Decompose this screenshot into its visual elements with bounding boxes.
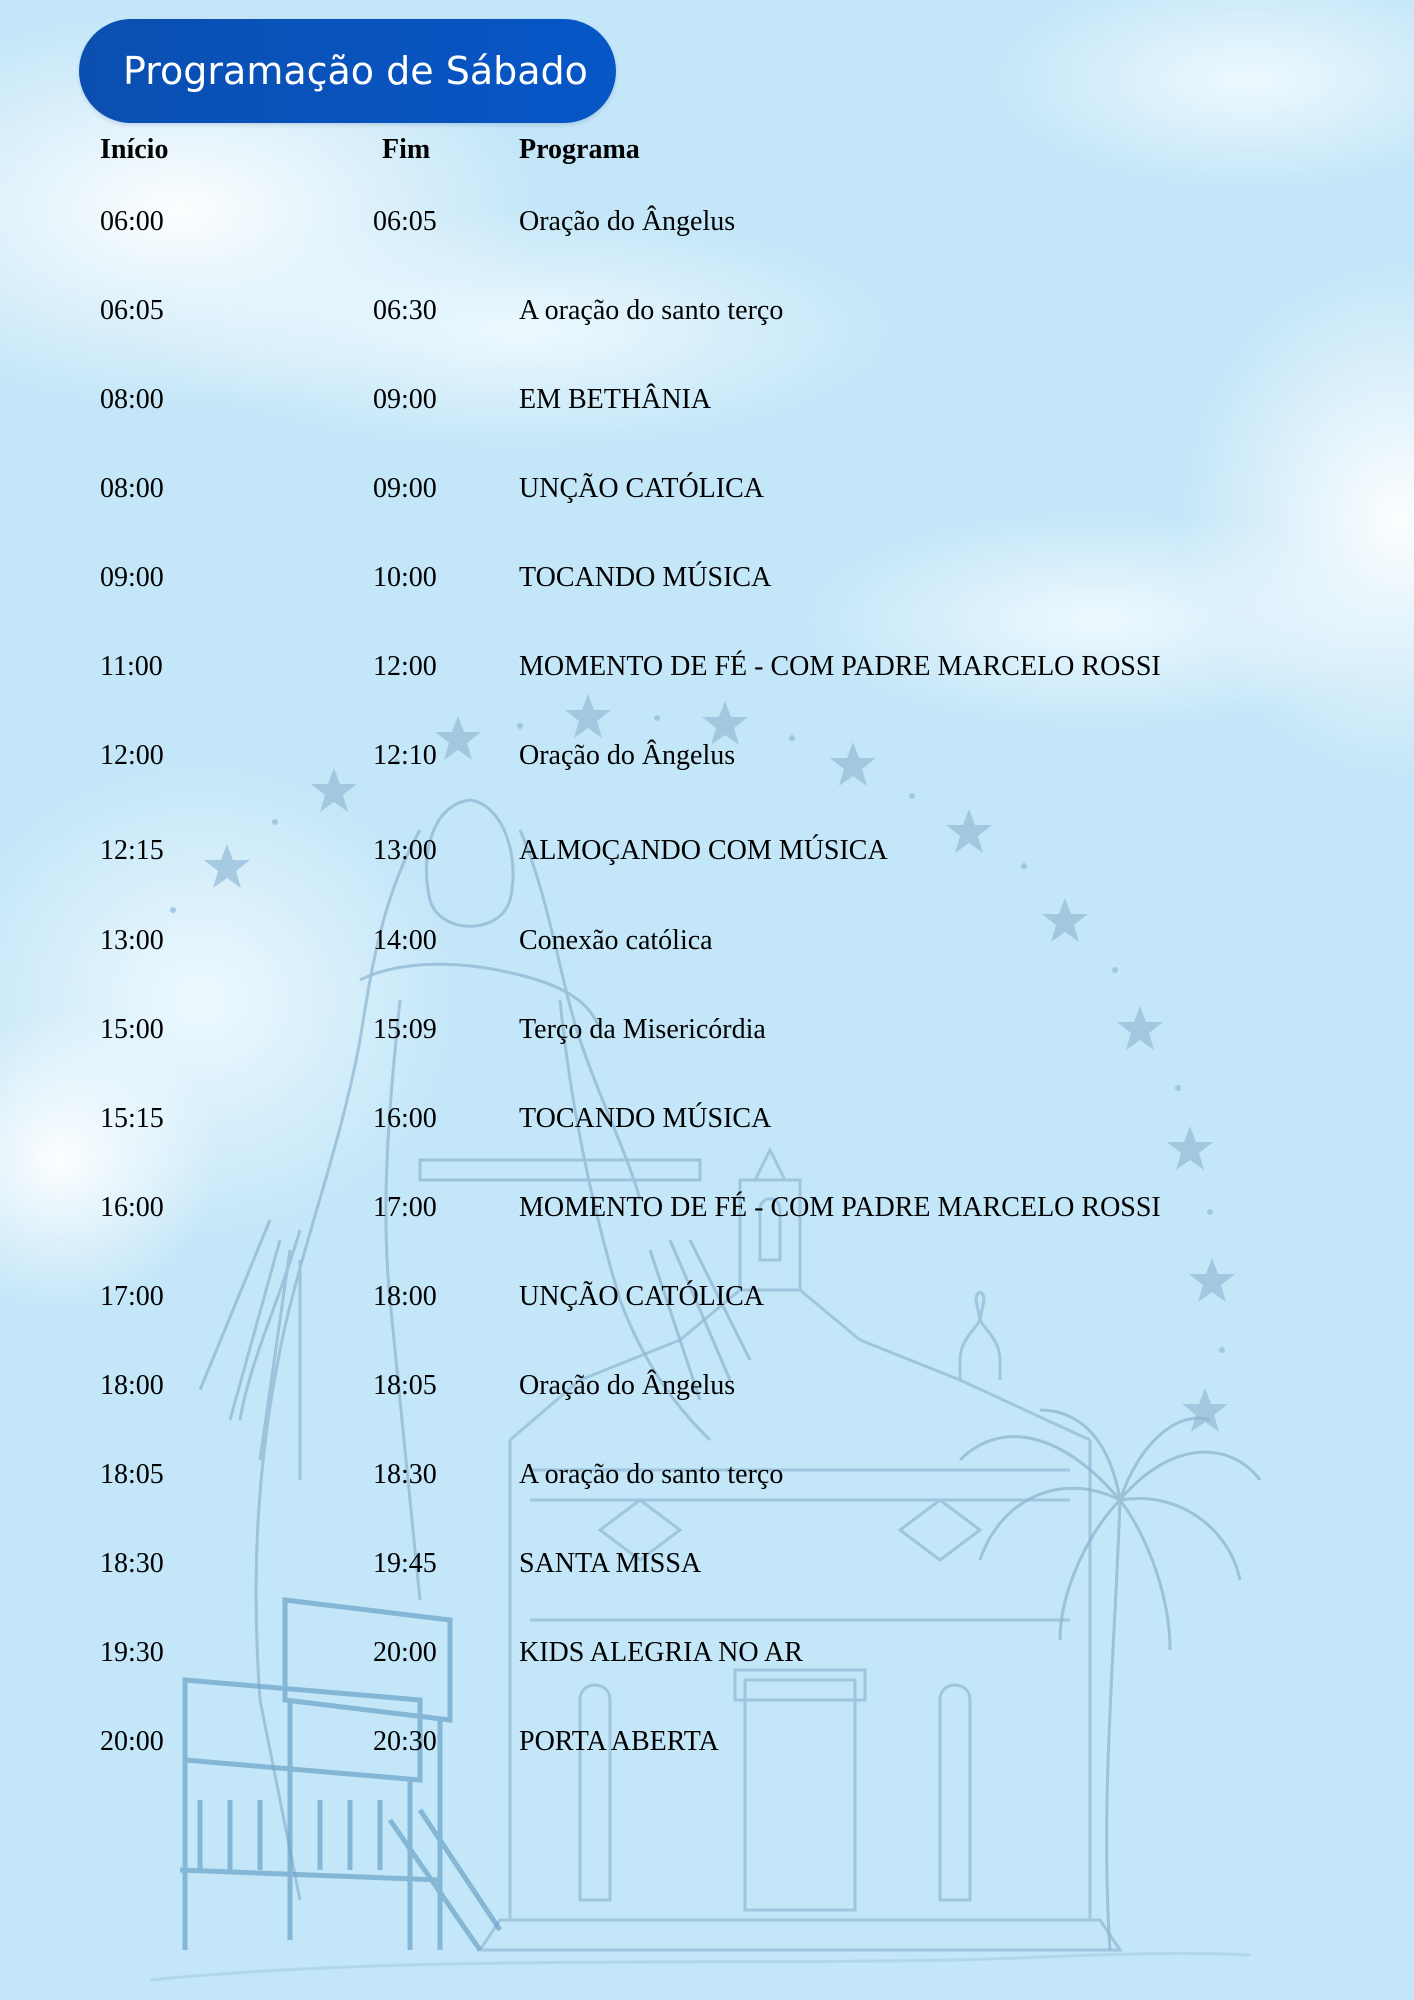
table-row (0, 1010, 1414, 1050)
end-time: 14:00 (373, 925, 437, 956)
end-time: 06:05 (373, 206, 437, 237)
start-time: 17:00 (100, 1281, 164, 1312)
program-name: MOMENTO DE FÉ - COM PADRE MARCELO ROSSI (519, 1192, 1161, 1223)
program-name: SANTA MISSA (519, 1548, 702, 1579)
table-row (0, 1455, 1414, 1495)
program-name: UNÇÃO CATÓLICA (519, 473, 764, 504)
program-name: Oração do Ângelus (519, 1370, 736, 1401)
program-name: Oração do Ângelus (519, 740, 736, 771)
end-time: 09:00 (373, 384, 437, 415)
end-time: 16:00 (373, 1103, 437, 1134)
end-time: 18:00 (373, 1281, 437, 1312)
program-name: Terço da Misericórdia (519, 1014, 766, 1045)
title-banner (79, 19, 616, 123)
start-time: 15:15 (100, 1103, 164, 1134)
program-name: UNÇÃO CATÓLICA (519, 1281, 764, 1312)
program-name: KIDS ALEGRIA NO AR (519, 1637, 803, 1668)
program-name: TOCANDO MÚSICA (519, 1103, 772, 1134)
table-row (0, 1366, 1414, 1406)
table-row (0, 1633, 1414, 1673)
column-header-program: Programa (519, 134, 640, 165)
end-time: 09:00 (373, 473, 437, 504)
end-time: 10:00 (373, 562, 437, 593)
end-time: 12:00 (373, 651, 437, 682)
program-name: ALMOÇANDO COM MÚSICA (519, 835, 888, 866)
page-title: Programação de Sábado (123, 49, 588, 93)
table-row (0, 1188, 1414, 1228)
end-time: 15:09 (373, 1014, 437, 1045)
start-time: 08:00 (100, 384, 164, 415)
program-name: Oração do Ângelus (519, 206, 736, 237)
start-time: 06:05 (100, 295, 164, 326)
start-time: 12:00 (100, 740, 164, 771)
end-time: 20:00 (373, 1637, 437, 1668)
program-name: PORTA ABERTA (519, 1726, 719, 1757)
start-time: 18:00 (100, 1370, 164, 1401)
table-row (0, 921, 1414, 961)
table-row (0, 380, 1414, 420)
table-row (0, 831, 1414, 871)
end-time: 17:00 (373, 1192, 437, 1223)
end-time: 19:45 (373, 1548, 437, 1579)
program-name: A oração do santo terço (519, 1459, 784, 1490)
start-time: 19:30 (100, 1637, 164, 1668)
table-row (0, 1099, 1414, 1139)
program-name: Conexão católica (519, 925, 713, 956)
start-time: 08:00 (100, 473, 164, 504)
column-header-start: Início (100, 134, 169, 165)
start-time: 16:00 (100, 1192, 164, 1223)
start-time: 12:15 (100, 835, 164, 866)
start-time: 18:30 (100, 1548, 164, 1579)
end-time: 06:30 (373, 295, 437, 326)
program-name: A oração do santo terço (519, 295, 784, 326)
table-row (0, 558, 1414, 598)
end-time: 18:05 (373, 1370, 437, 1401)
program-name: MOMENTO DE FÉ - COM PADRE MARCELO ROSSI (519, 651, 1161, 682)
program-name: TOCANDO MÚSICA (519, 562, 772, 593)
table-row (0, 736, 1414, 776)
table-row (0, 202, 1414, 242)
start-time: 06:00 (100, 206, 164, 237)
start-time: 09:00 (100, 562, 164, 593)
table-row (0, 1277, 1414, 1317)
end-time: 20:30 (373, 1726, 437, 1757)
table-row (0, 647, 1414, 687)
start-time: 18:05 (100, 1459, 164, 1490)
table-row (0, 291, 1414, 331)
start-time: 11:00 (100, 651, 163, 682)
end-time: 13:00 (373, 835, 437, 866)
table-row (0, 1544, 1414, 1584)
start-time: 15:00 (100, 1014, 164, 1045)
end-time: 18:30 (373, 1459, 437, 1490)
column-header-end: Fim (382, 134, 431, 165)
start-time: 13:00 (100, 925, 164, 956)
end-time: 12:10 (373, 740, 437, 771)
start-time: 20:00 (100, 1726, 164, 1757)
table-row (0, 1722, 1414, 1762)
table-row (0, 469, 1414, 509)
program-name: EM BETHÂNIA (519, 384, 712, 415)
